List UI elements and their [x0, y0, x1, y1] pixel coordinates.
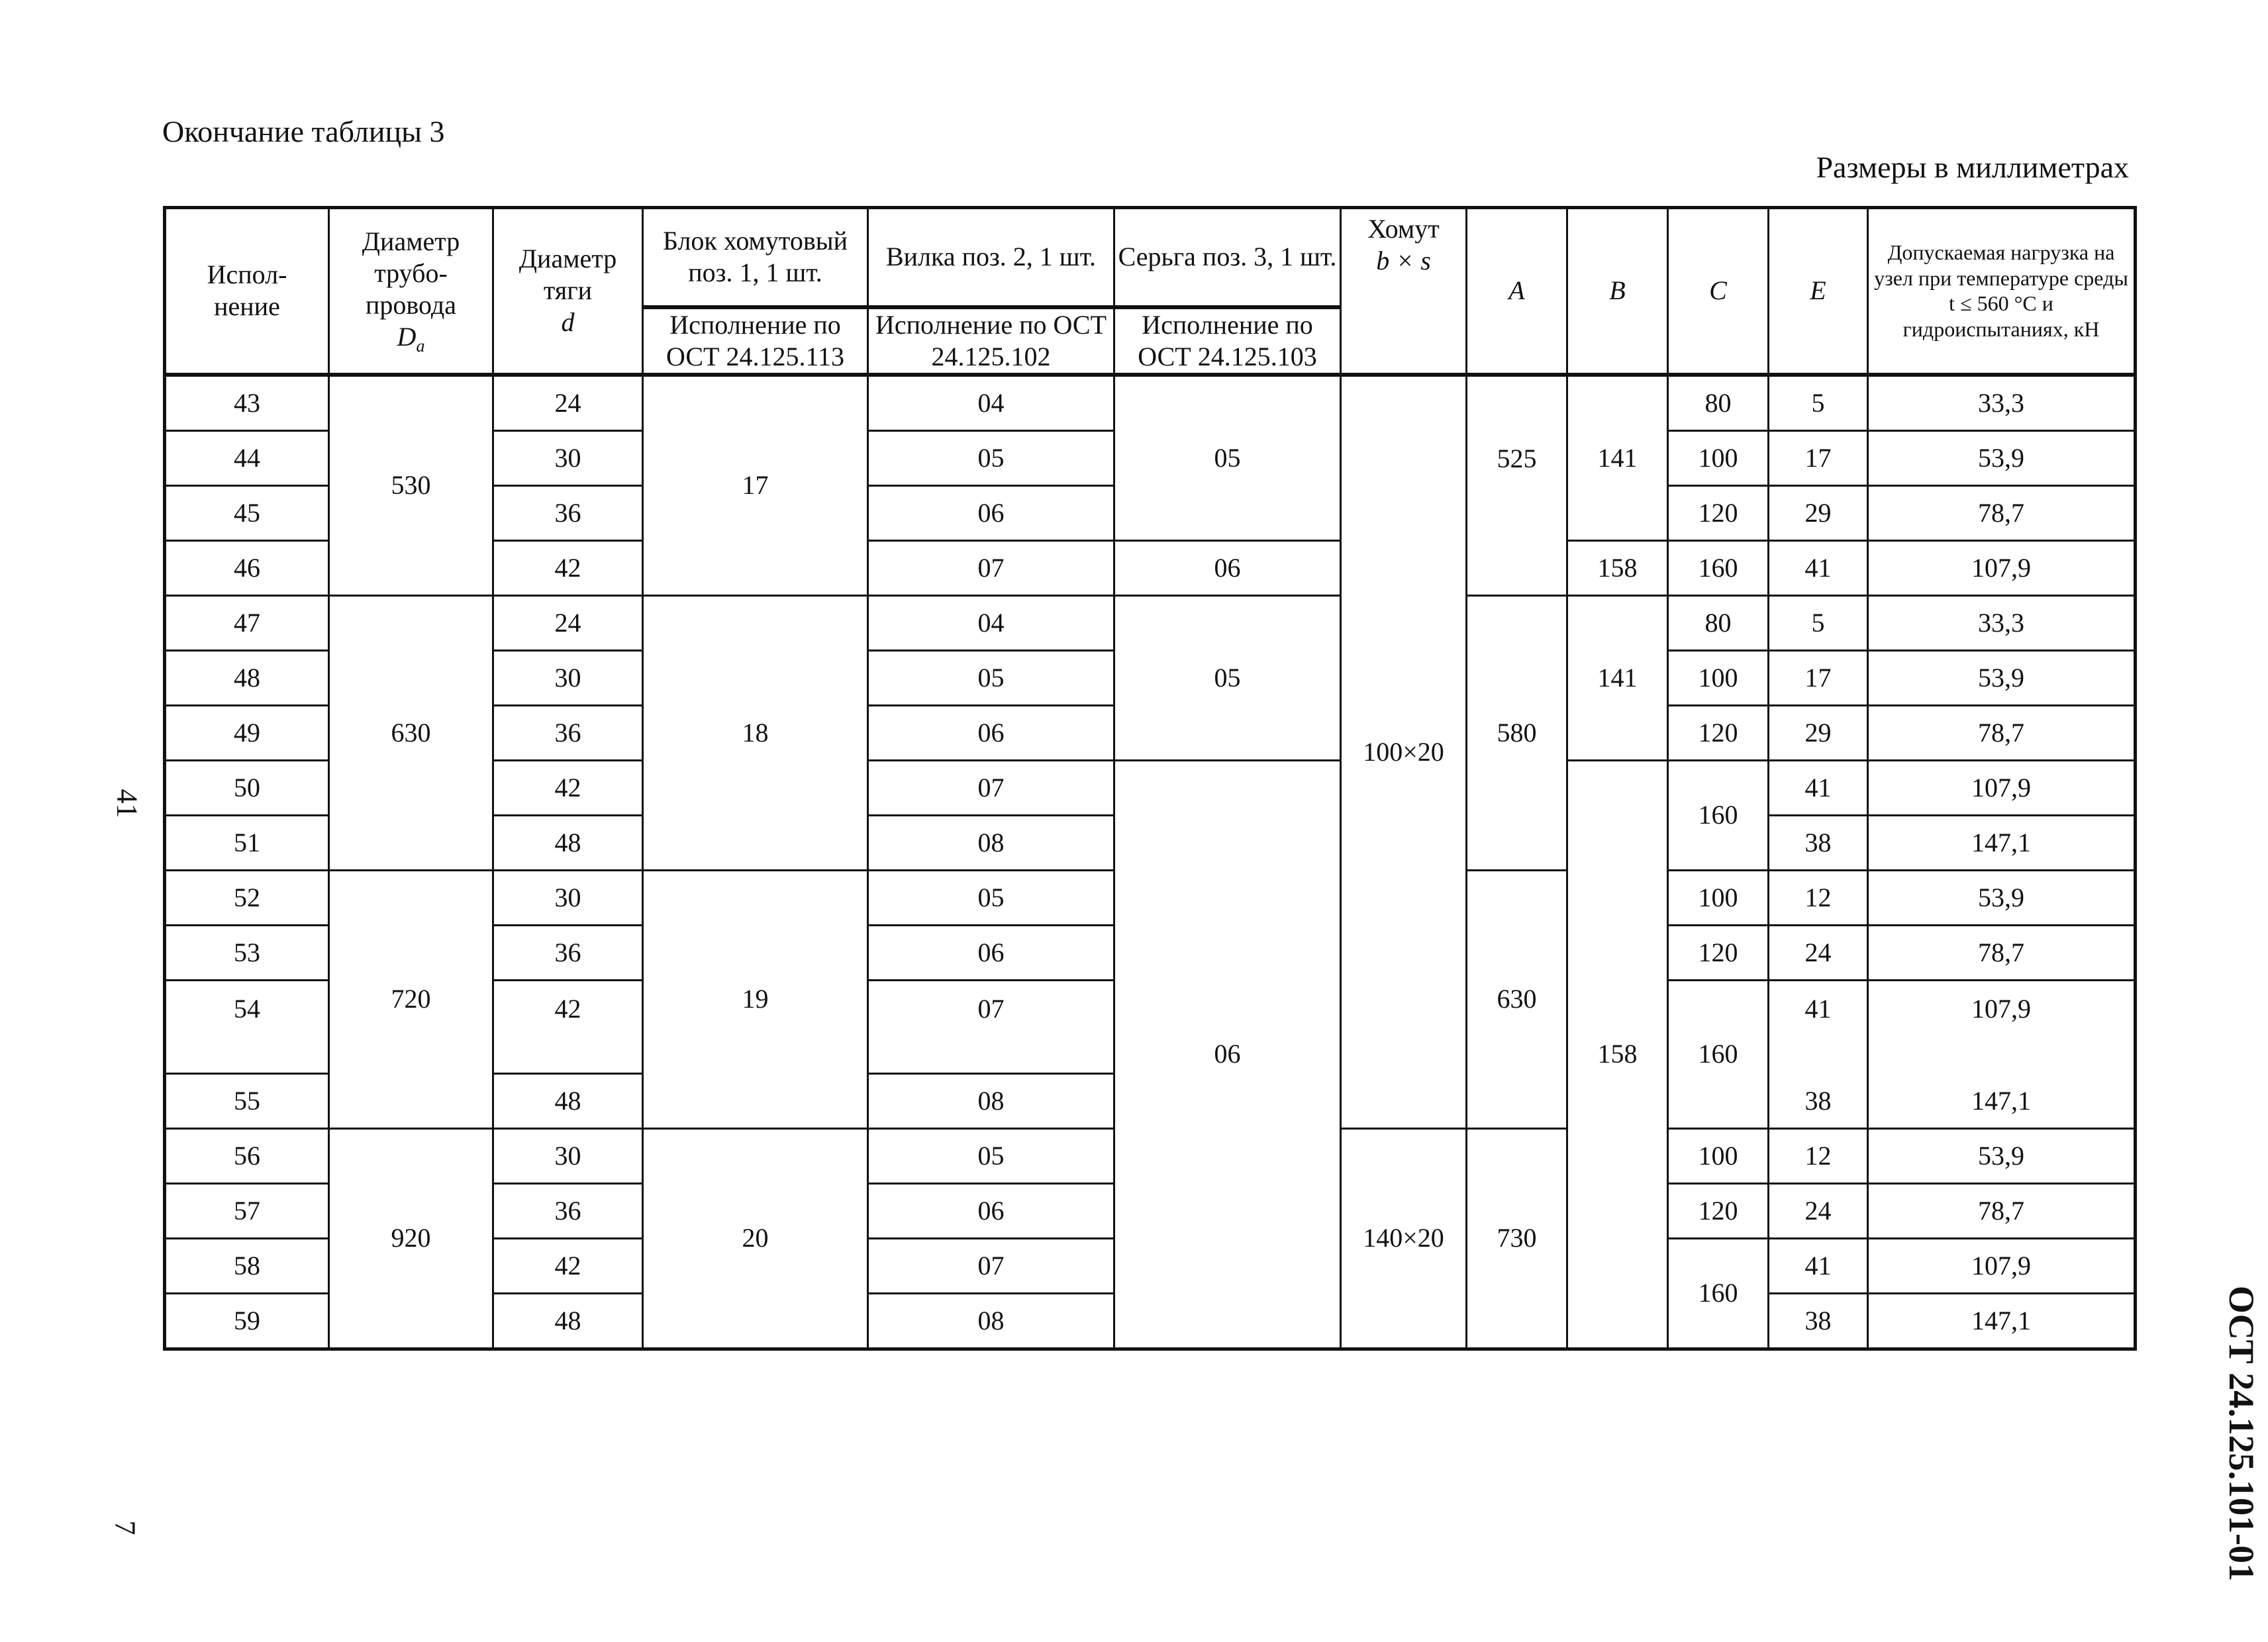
- cell-vilka: 08: [868, 1073, 1114, 1128]
- cell-isp: 55: [165, 1073, 329, 1128]
- cell-vilka: 07: [868, 1238, 1114, 1293]
- cell-E: 17: [1769, 650, 1868, 705]
- cell-vilka: 05: [868, 430, 1114, 485]
- cell-isp: 46: [165, 540, 329, 595]
- cell-d: 24: [493, 595, 643, 650]
- page-number-side: 41: [111, 789, 144, 818]
- cell-E: 41: [1769, 980, 1868, 1073]
- cell-isp: 58: [165, 1238, 329, 1293]
- cell-d: 36: [493, 705, 643, 760]
- cell-load: 107,9: [1868, 540, 2136, 595]
- cell-d: 48: [493, 1073, 643, 1128]
- cell-vilka: 07: [868, 980, 1114, 1073]
- cell-vilka: 05: [868, 650, 1114, 705]
- cell-B: 158: [1567, 540, 1668, 595]
- cell-C: 80: [1668, 375, 1769, 431]
- cell-B: 141: [1567, 595, 1668, 760]
- table-row: [165, 595, 2136, 650]
- cell-load: 53,9: [1868, 650, 2136, 705]
- cell-d: 36: [493, 925, 643, 980]
- header-A: A: [1467, 208, 1567, 375]
- cell-load: 53,9: [1868, 870, 2136, 925]
- cell-load: 78,7: [1868, 485, 2136, 540]
- header-C: C: [1668, 208, 1769, 375]
- table-caption: Окончание таблицы 3: [162, 115, 445, 148]
- cell-vilka: 04: [868, 595, 1114, 650]
- cell-A: 580: [1467, 595, 1567, 870]
- cell-vilka: 07: [868, 540, 1114, 595]
- cell-vilka: 08: [868, 1293, 1114, 1349]
- header-rod-diameter: Диаметр тяги d: [493, 208, 643, 375]
- cell-vilka: 06: [868, 925, 1114, 980]
- cell-A: 630: [1467, 870, 1567, 1128]
- cell-isp: 57: [165, 1183, 329, 1238]
- header-serga: Серьга поз. 3, 1 шт.: [1114, 208, 1341, 307]
- cell-serga: 06: [1114, 540, 1341, 595]
- cell-isp: 45: [165, 485, 329, 540]
- cell-load: 78,7: [1868, 1183, 2136, 1238]
- cell-C: 120: [1668, 485, 1769, 540]
- cell-load: 53,9: [1868, 1128, 2136, 1183]
- cell-vilka: 05: [868, 870, 1114, 925]
- cell-da: 920: [329, 1128, 493, 1349]
- cell-vilka: 07: [868, 760, 1114, 815]
- header-vilka-sub: Исполнение по ОСТ 24.125.102: [868, 307, 1114, 375]
- cell-d: 30: [493, 870, 643, 925]
- cell-E: 41: [1769, 760, 1868, 815]
- cell-serga: 06: [1114, 760, 1341, 1349]
- cell-homut: 140×20: [1341, 1128, 1467, 1349]
- cell-B: 141: [1567, 375, 1668, 541]
- header-E: E: [1769, 208, 1868, 375]
- cell-load: 33,3: [1868, 375, 2136, 431]
- cell-isp: 52: [165, 870, 329, 925]
- cell-load: 53,9: [1868, 430, 2136, 485]
- cell-isp: 50: [165, 760, 329, 815]
- cell-isp: 56: [165, 1128, 329, 1183]
- cell-A: 525: [1467, 375, 1567, 596]
- cell-isp: 47: [165, 595, 329, 650]
- cell-isp: 44: [165, 430, 329, 485]
- cell-A: 730: [1467, 1128, 1567, 1349]
- cell-d: 42: [493, 540, 643, 595]
- cell-E: 12: [1769, 870, 1868, 925]
- cell-load: 78,7: [1868, 925, 2136, 980]
- cell-load: 107,9: [1868, 760, 2136, 815]
- cell-serga: 05: [1114, 595, 1341, 760]
- cell-d: 24: [493, 375, 643, 431]
- cell-E: 29: [1769, 485, 1868, 540]
- dimensions-table: [163, 206, 2137, 1351]
- cell-d: 30: [493, 650, 643, 705]
- header-blok-sub: Исполнение по ОСТ 24.125.113: [643, 307, 868, 375]
- cell-d: 48: [493, 1293, 643, 1349]
- cell-C: 120: [1668, 1183, 1769, 1238]
- cell-E: 38: [1769, 815, 1868, 870]
- cell-vilka: 06: [868, 1183, 1114, 1238]
- cell-E: 29: [1769, 705, 1868, 760]
- cell-C: 120: [1668, 925, 1769, 980]
- cell-d: 36: [493, 485, 643, 540]
- cell-load: 107,9: [1868, 980, 2136, 1073]
- cell-C: 160: [1668, 760, 1769, 870]
- cell-C: 100: [1668, 1128, 1769, 1183]
- cell-blok: 18: [643, 595, 868, 870]
- cell-load: 78,7: [1868, 705, 2136, 760]
- cell-load: 33,3: [1868, 595, 2136, 650]
- cell-blok: 20: [643, 1128, 868, 1349]
- cell-C: 100: [1668, 870, 1769, 925]
- cell-E: 17: [1769, 430, 1868, 485]
- cell-homut: 100×20: [1341, 375, 1467, 1129]
- cell-E: 12: [1769, 1128, 1868, 1183]
- cell-E: 41: [1769, 540, 1868, 595]
- cell-C: 100: [1668, 430, 1769, 485]
- cell-C: 80: [1668, 595, 1769, 650]
- header-load: Допускаемая нагрузка на узел при температуре среды t ≤ 560 °С и гидроиспытаниях, кН: [1868, 208, 2136, 375]
- cell-C: 100: [1668, 650, 1769, 705]
- cell-d: 30: [493, 430, 643, 485]
- cell-E: 38: [1769, 1073, 1868, 1128]
- page-number-bottom: 7: [109, 1520, 142, 1535]
- cell-isp: 49: [165, 705, 329, 760]
- cell-isp: 51: [165, 815, 329, 870]
- cell-vilka: 05: [868, 1128, 1114, 1183]
- header-serga-sub: Исполнение по ОСТ 24.125.103: [1114, 307, 1341, 375]
- header-blok: Блок хомутовый поз. 1, 1 шт.: [643, 208, 868, 307]
- cell-d: 42: [493, 1238, 643, 1293]
- cell-d: 36: [493, 1183, 643, 1238]
- cell-load: 147,1: [1868, 815, 2136, 870]
- cell-d: 30: [493, 1128, 643, 1183]
- cell-isp: 54: [165, 980, 329, 1073]
- cell-C: 160: [1668, 1238, 1769, 1349]
- cell-load: 107,9: [1868, 1238, 2136, 1293]
- cell-C: 120: [1668, 705, 1769, 760]
- document-code: ОСТ 24.125.101-01: [2222, 1285, 2261, 1582]
- header-pipe-diameter: Диаметр трубо-провода $D_a$: [329, 208, 493, 375]
- header-ispolnenie: Испол- нение: [165, 208, 329, 375]
- cell-blok: 17: [643, 375, 868, 596]
- cell-E: 24: [1769, 1183, 1868, 1238]
- cell-load: 147,1: [1868, 1293, 2136, 1349]
- cell-da: 530: [329, 375, 493, 596]
- cell-da: 720: [329, 870, 493, 1128]
- cell-d: 42: [493, 980, 643, 1073]
- cell-E: 41: [1769, 1238, 1868, 1293]
- cell-isp: 53: [165, 925, 329, 980]
- header-B: B: [1567, 208, 1668, 375]
- cell-d: 48: [493, 815, 643, 870]
- cell-B: 158: [1567, 760, 1668, 1349]
- cell-vilka: 08: [868, 815, 1114, 870]
- cell-blok: 19: [643, 870, 868, 1128]
- cell-E: 5: [1769, 375, 1868, 431]
- cell-vilka: 06: [868, 705, 1114, 760]
- cell-E: 24: [1769, 925, 1868, 980]
- header-homut: Хомут b × s: [1341, 208, 1467, 375]
- cell-da: 630: [329, 595, 493, 870]
- cell-vilka: 04: [868, 375, 1114, 431]
- cell-isp: 43: [165, 375, 329, 431]
- cell-serga: 05: [1114, 375, 1341, 541]
- cell-C: 160: [1668, 980, 1769, 1128]
- cell-load: 147,1: [1868, 1073, 2136, 1128]
- cell-isp: 48: [165, 650, 329, 705]
- cell-E: 5: [1769, 595, 1868, 650]
- units-note: Размеры в миллиметрах: [1816, 150, 2129, 184]
- cell-d: 42: [493, 760, 643, 815]
- header-vilka: Вилка поз. 2, 1 шт.: [868, 208, 1114, 307]
- cell-isp: 59: [165, 1293, 329, 1349]
- cell-vilka: 06: [868, 485, 1114, 540]
- table-row: [165, 375, 2136, 431]
- cell-E: 38: [1769, 1293, 1868, 1349]
- cell-C: 160: [1668, 540, 1769, 595]
